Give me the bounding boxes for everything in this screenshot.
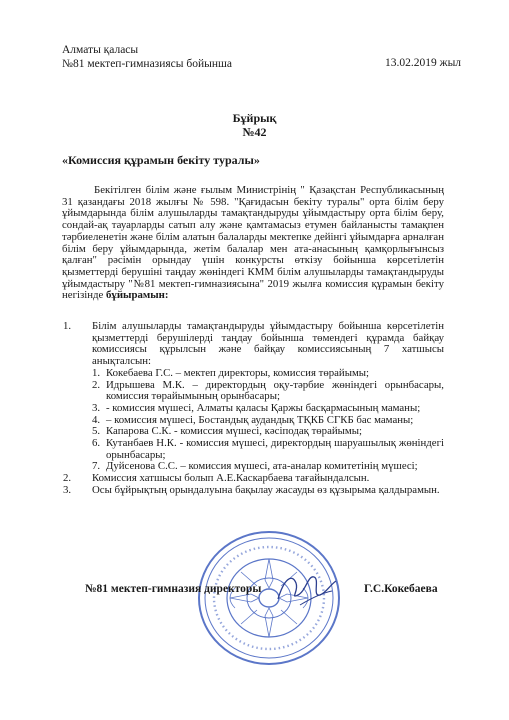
member-number: 5.	[92, 425, 101, 438]
header-city-block	[62, 43, 232, 71]
signer-name: Г.С.Кокебаева	[364, 583, 438, 595]
handwritten-signature	[270, 565, 340, 610]
order-date: 13.02.2019 жыл	[385, 57, 462, 69]
item-text: Білім алушыларды тамақтандыруды ұйымдастыру бойынша көрсетілетін қызметтерді берушілерді таңдау бойынша төмендегі құрамда байқау комиссиясы құрылсын және байқау комиссиясының 7 хатшысы анықталсын:	[92, 320, 444, 368]
member-number: 4.	[92, 413, 101, 426]
order-item	[63, 483, 444, 497]
member-text: Идрышева М.К. – директордың оқу-тәрбие жөніндегі орынбасары, комиссия төрайымының орынбасары;	[106, 378, 444, 403]
item-text: Комиссия хатшысы болып А.Е.Каскарбаева тағайындалсын.	[92, 472, 370, 485]
item-number: 2.	[63, 472, 72, 485]
member-item	[92, 438, 444, 461]
signature-title: №81 мектеп-гимназия директоры	[85, 583, 262, 595]
commission-members-list	[92, 368, 444, 473]
order-title: Бұйрық	[232, 111, 277, 125]
member-number: 2.	[92, 378, 101, 391]
school-name: №81 мектеп-гимназиясы бойынша	[62, 58, 232, 70]
order-number: №42	[242, 125, 267, 139]
item-text: Осы бұйрықтың орындалуына бақылау жасауды өз құзырыма қалдырамын.	[92, 483, 440, 496]
member-text: Кокебаева Г.С. – мектеп директоры, комиссия төрайымы;	[106, 366, 370, 379]
member-text: - комиссия мүшесі, Алматы қаласы Қаржы басқармасының маманы;	[106, 401, 421, 414]
member-text: Капарова С.К. - комиссия мүшесі, кәсіподақ төрайымы;	[106, 425, 362, 438]
item-number: 3.	[63, 483, 72, 496]
member-text: Кутанбаев Н.К. - комиссия мүшесі, директордың шаруашылық жөніндегі орынбасары;	[106, 437, 444, 461]
order-subject: «Комиссия құрамын бекіту туралы»	[62, 153, 260, 167]
member-number: 7.	[92, 460, 101, 473]
member-text: Дуйсенова С.С. – комиссия мүшесі, ата-аналар комитетінің мүшесі;	[106, 460, 418, 473]
order-items-list	[63, 320, 444, 497]
order-heading	[0, 111, 509, 139]
order-body	[62, 185, 444, 302]
city-name: Алматы қаласы	[62, 44, 139, 56]
member-text: – комиссия мүшесі, Бостандық аудандық ТҚКБ СГКБ бас маманы;	[106, 413, 414, 426]
body-paragraph: Бекітілген білім және ғылым Министрінің " Қазақстан Республикасының 31 қазандағы 2018 жылғы № 598. "Қағидасын бекіту туралы" орта білім беру ұйымдарында білім алушыларды тамақтандыруды ұйымдастыру орта білім беру, сондай-ақ тауарларды сатып алу және қамтамасыз етумен байланысты тамақпен тәрбиеленетін және білім алатын балаларды мектепке дейінгі ұйымдарға арналған білім беру ұйымдарында, жетім балалар мен ата-анасының қамқорлығынсыз қалған" рәсімін орындау үшін конкурсты өткізу бойынша көрсетілетін қызметтерді берушіні таңдау жөніндегі КММ білім алушыларды тамақтандыруды ұйымдастыру "№81 мектеп-гимназиясына" 2019 жылға комиссия құрамын бекіту негізінде	[62, 184, 444, 302]
member-number: 1.	[92, 366, 101, 379]
order-item	[63, 320, 444, 473]
item-number: 1.	[63, 320, 72, 332]
body-bold-end: бұйырамын:	[106, 289, 169, 302]
member-item	[92, 380, 444, 403]
member-number: 6.	[92, 437, 101, 450]
member-number: 3.	[92, 401, 101, 414]
